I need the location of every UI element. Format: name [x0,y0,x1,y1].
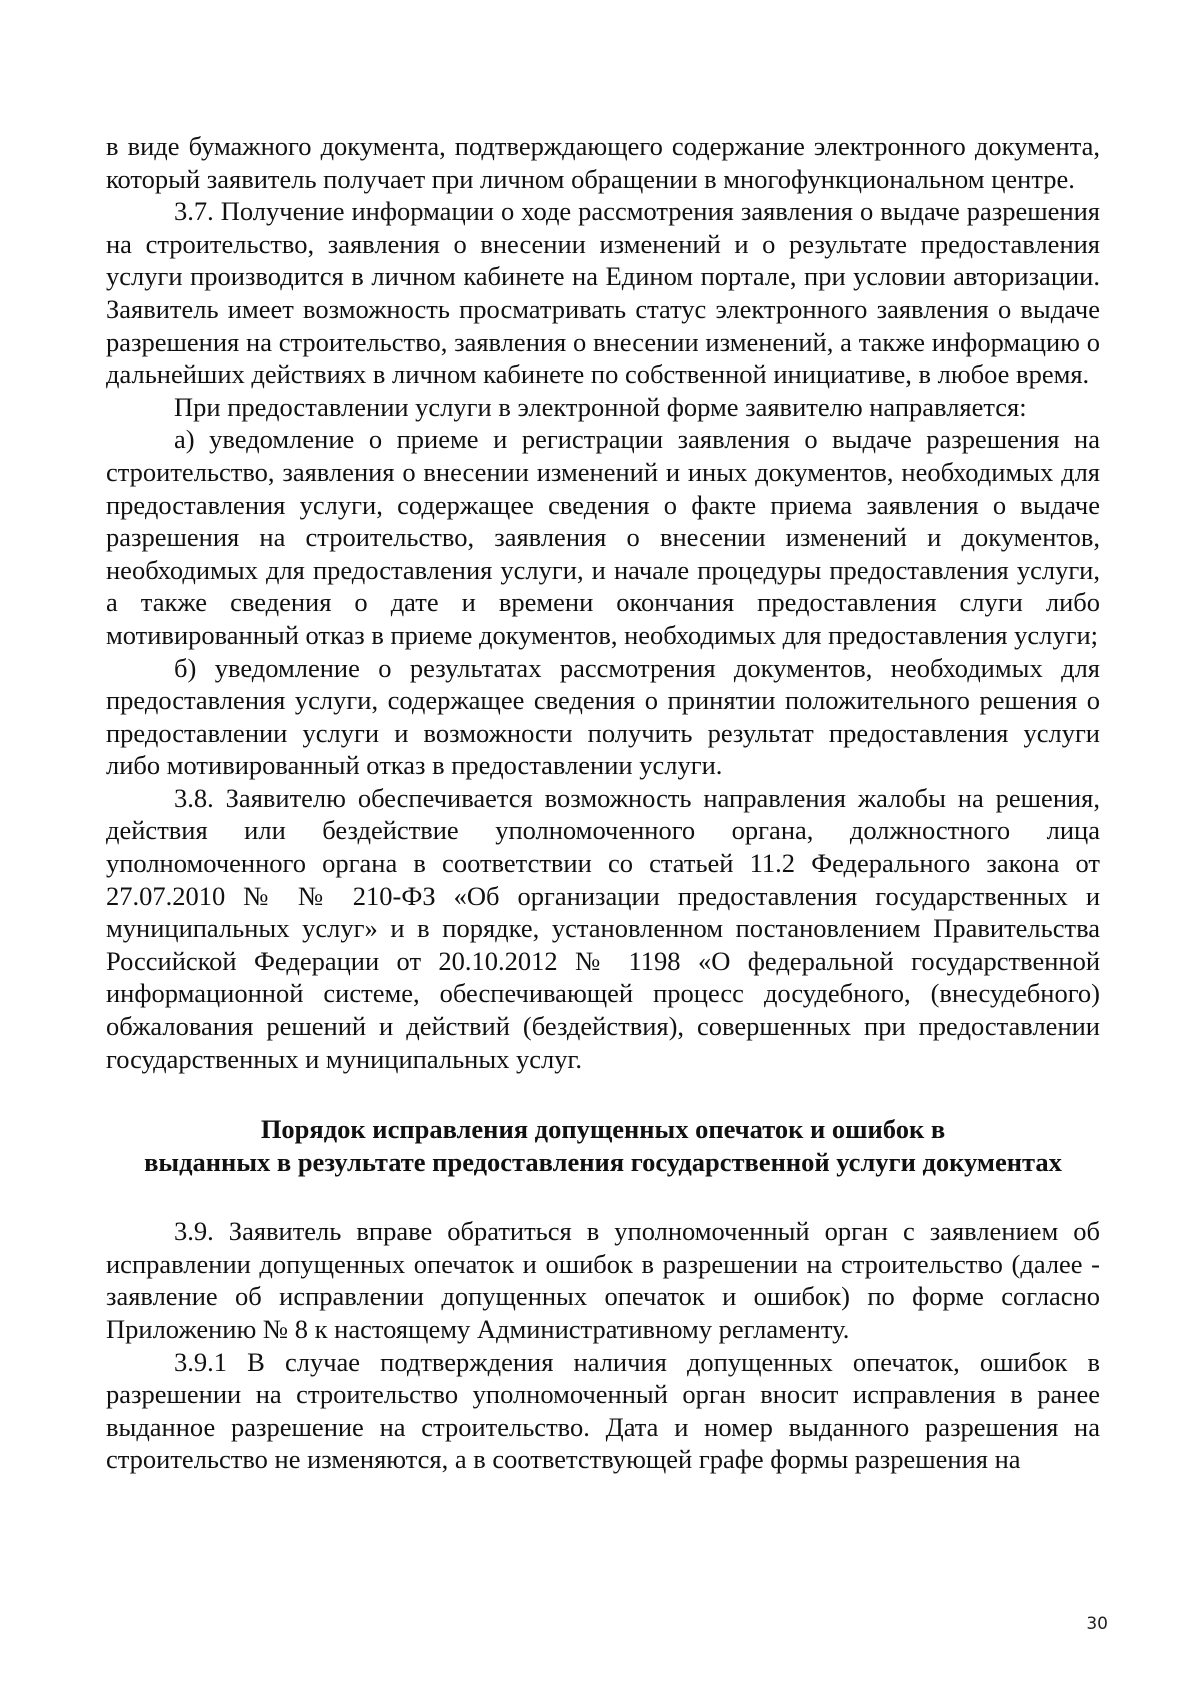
paragraph-item-a: а) уведомление о приеме и регистрации заявления о выдаче разрешения на строительство, заявления о внесении изменений и иных документов, необходимых для предоставления услуги, содержащее сведения о факте приема заявления о выдаче разрешения на строительство, заявления о внесении изменений и документов, необходимых для предоставления услуги, и начале процедуры предоставления услуги, а также сведения о дате и времени окончания предоставления слуги либо мотивированный отказ в приеме документов, необходимых для предоставления услуги; [106,424,1100,650]
paragraph-3-8: 3.8. Заявителю обеспечивается возможность направления жалобы на решения, действия или бездействие уполномоченного органа, должностного лица уполномоченного органа в соответствии со статьей 11.2 Федерального закона от 27.07.2010 № № 210-ФЗ «Об организации предоставления государственных и муниципальных услуг» и в порядке, установленном постановлением Правительства Российской Федерации от 20.10.2012 № 1198 «О федеральной государственной информационной системе, обеспечивающей процесс досудебного, (внесудебного) обжалования решений и действий (бездействия), совершенных при предоставлении государственных и муниципальных услуг. [106,782,1100,1074]
paragraph-item-b: б) уведомление о результатах рассмотрения документов, необходимых для предоставления услуги, содержащее сведения о принятии положительного решения о предоставлении услуги и возможности получить результат предоставления услуги либо мотивированный отказ в предоставлении услуги. [106,652,1100,781]
paragraph-3-9-1: 3.9.1 В случае подтверждения наличия допущенных опечаток, ошибок в разрешении на строительство уполномоченный орган вносит исправления в ранее выданное разрешение на строительство. Дата и номер выданного разрешения на строительство не изменяются, а в соответствующей графе формы разрешения на [106,1346,1100,1475]
section-heading [106,1113,1100,1179]
paragraph-electronic-form: При предоставлении услуги в электронной форме заявителю направляется: [174,391,1027,422]
document-page [106,130,1100,1476]
paragraph-3-7: 3.7. Получение информации о ходе рассмотрения заявления о выдаче разрешения на строительство, заявления о внесении изменений и о результате предоставления услуги производится в личном кабинете на Едином портале, при условии авторизации. Заявитель имеет возможность просматривать статус электронного заявления о выдаче разрешения на строительство, заявления о внесении изменений, а также информацию о дальнейших действиях в личном кабинете по собственной инициативе, в любое время. [106,196,1100,390]
paragraph-continuation: в виде бумажного документа, подтверждающего содержание электронного документа, который заявитель получает при личном обращении в многофункциональном центре. [106,131,1100,194]
page-number: 30 [1086,1614,1108,1634]
section-heading-line-1: Порядок исправления допущенных опечаток и ошибок в [260,1114,946,1145]
section-heading-line-2: выданных в результате предоставления государственной услуги документах [144,1147,1062,1178]
paragraph-3-9: 3.9. Заявитель вправе обратиться в уполномоченный орган с заявлением об исправлении допущенных опечаток и ошибок в разрешении на строительство (далее - заявление об исправлении допущенных опечаток и ошибок) по форме согласно Приложению № 8 к настоящему Административному регламенту. [106,1216,1100,1344]
